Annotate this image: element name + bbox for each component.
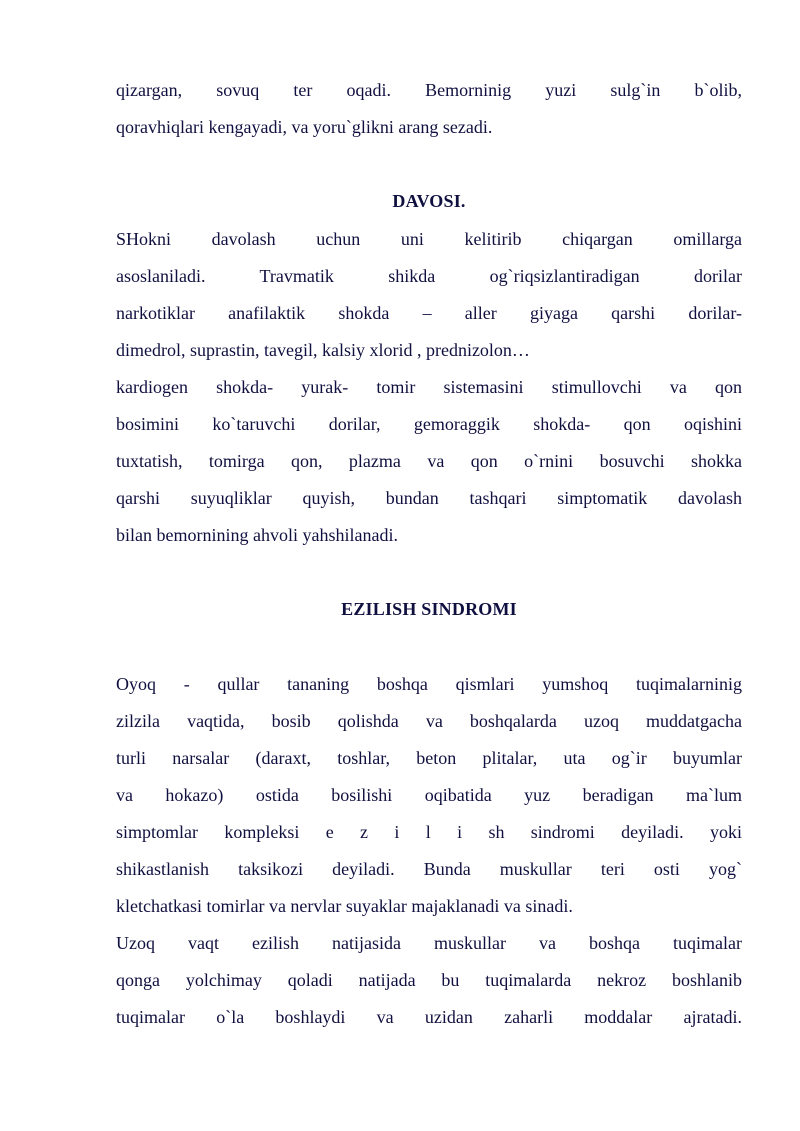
text-line: simptomlar kompleksi e z i l i sh sindromi deyiladi. yoki xyxy=(116,822,742,842)
text-line: Oyoq - qullar tananing boshqa qismlari yumshoq tuqimalarninig xyxy=(116,674,742,694)
text-line: asoslaniladi. Travmatik shikda og`riqsizlantiradigan dorilar xyxy=(116,266,742,286)
text-line: turli narsalar (daraxt, toshlar, beton plitalar, uta og`ir buyumlar xyxy=(116,748,742,768)
text-line: kletchatkasi tomirlar va nervlar suyaklar majaklanadi va sinadi. xyxy=(116,896,573,916)
text-line: va hokazo) ostida bosilishi oqibatida yuz beradigan ma`lum xyxy=(116,785,742,805)
text-line: tuqimalar o`la boshlaydi va uzidan zaharli moddalar ajratadi. xyxy=(116,1007,742,1027)
text-line: SHokni davolash uchun uni kelitirib chiqargan omillarga xyxy=(116,229,742,249)
section-heading-ezilish-sindromi: EZILISH SINDROMI xyxy=(341,599,517,619)
text-line: qarshi suyuqliklar quyish, bundan tashqari simptomatik davolash xyxy=(116,488,742,508)
text-line: qonga yolchimay qoladi natijada bu tuqimalarda nekroz boshlanib xyxy=(116,970,742,990)
text-line: dimedrol, suprastin, tavegil, kalsiy xlorid , prednizolon… xyxy=(116,340,530,360)
text-line: qizargan, sovuq ter oqadi. Bemorninig yuzi sulg`in b`olib, xyxy=(116,80,742,100)
text-line: Uzoq vaqt ezilish natijasida muskullar va boshqa tuqimalar xyxy=(116,933,742,953)
text-line: shikastlanish taksikozi deyiladi. Bunda muskullar teri osti yog` xyxy=(116,859,742,879)
text-line: bilan bemornining ahvoli yahshilanadi. xyxy=(116,525,398,545)
text-line: qoravhiqlari kengayadi, va yoru`glikni arang sezadi. xyxy=(116,117,493,137)
text-line: narkotiklar anafilaktik shokda – aller giyaga qarshi dorilar- xyxy=(116,303,742,323)
text-line: zilzila vaqtida, bosib qolishda va boshqalarda uzoq muddatgacha xyxy=(116,711,742,731)
text-line: tuxtatish, tomirga qon, plazma va qon o`rnini bosuvchi shokka xyxy=(116,451,742,471)
text-line: kardiogen shokda- yurak- tomir sistemasini stimullovchi va qon xyxy=(116,377,742,397)
text-line: bosimini ko`taruvchi dorilar, gemoraggik shokda- qon oqishini xyxy=(116,414,742,434)
section-heading-davosi: DAVOSI. xyxy=(392,191,466,211)
